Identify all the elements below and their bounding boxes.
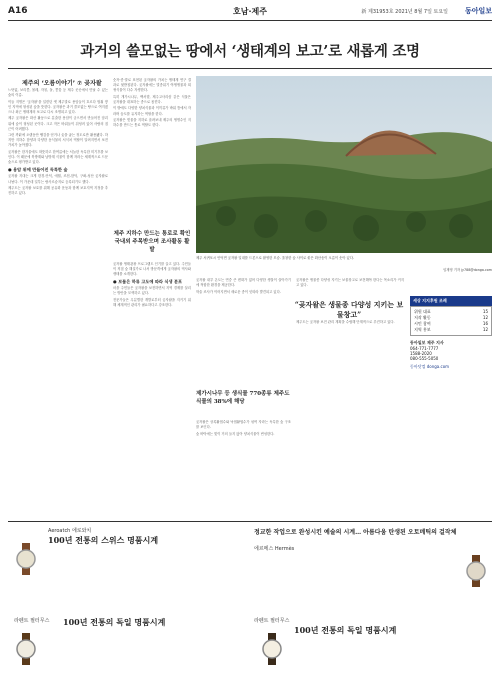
paragraph: 제주도는 곶자왈 보전 관리 계획을 수립해 단계적으로 추진하고 있다. [296,320,395,324]
paragraph: 특히 개가시나무, 백서향, 제주고사리삼 같은 식물은 곶자왈을 대표하는 종으로 꼽힌다. [113,94,191,104]
ad-left-brand-2: 라펜트 필터무스 [14,618,50,624]
contact-title: 동아일보 제주 지사 [410,340,444,345]
ad-left [8,525,246,685]
contact-phone: 1588-2020 [410,351,432,356]
watch-image [14,543,38,575]
watch-image [260,633,284,665]
newspaper-logo: 동아일보 [464,7,492,15]
article-byline: 제주의 ‘오름이야기’ ⑦ 곶자왈 [22,80,102,87]
sidebar-item-label: 위원 대표 [414,309,431,314]
article-column-3b [196,420,291,518]
sidebar-item-value: 12 [482,315,488,320]
sidebar-item-label: 지역 홍보 [414,327,431,332]
donga-link-url: donga.com [426,364,450,369]
paragraph: 느닷없, 보리콩, 볼레, 자칭, 돌, 콩꽃 등 제주 곳곳에서 만날 수 있는 숲의 이름. [8,88,108,98]
section-title: 호남·제주 [233,6,267,16]
side-quote: 제가시나무 등 생식물 770종류 제주도 식물의 38%에 해당 [196,391,290,405]
watch-image [464,555,488,587]
article-column-2b [113,262,191,518]
paragraph: 숫자·종·말로 표현된 곶자왈의 가치는 생태계 연구 결과로 뒷받침된다. 곶자왈에는 멸종위기 야생생물과 희귀식물이 다수 자생한다. [113,78,191,93]
paragraph: 곶자왈은 상록활엽수와 낙엽활엽수가 섞여 자라는 독특한 숲 구조를 보인다. [196,420,291,430]
ad-right-title: 100년 전통의 독일 명품시계 [294,625,397,635]
sidebar-list [410,306,492,336]
paragraph: 마을 주민들은 곶자왈을 보전하면서 지역 경제를 살리는 방안을 모색하고 있다. [113,286,191,296]
ad-left-title-1: 100년 전통의 스위스 명품시계 [48,535,159,545]
forest-photo [196,76,492,253]
paragraph: 이 밖에도 다양한 양치식물과 이끼류가 바위 틈에서 자라며 습도를 유지하는 역할을 한다. [113,106,191,116]
photo-caption: 제주 서귀포시 안덕면 곶자왈 일대를 드론으로 촬영한 모습. 울창한 숲 사이로 붉은 화산송이 오름이 솟아 있다. [196,256,354,260]
sidebar-item-value: 15 [482,309,488,314]
sidebar-box [410,296,492,370]
sidebar-item-label: 저작 활동 [414,315,431,320]
forest-landscape-image [196,76,492,253]
photo-credit: 임재영 기자 jy788@donga.com [443,268,492,272]
ad-left-brand: Aeroatch 에로와치 [48,528,92,534]
sidebar-item [414,327,488,333]
paragraph: 학술 조사가 이어지면서 새로운 종이 잇따라 발견되고 있다. [196,289,281,294]
paragraph: 그런 까닭에 오랫동안 땔감을 얻거나 숯을 굽는 정도로만 활용됐다. 하지만 지하수 함양과 다양한 동식물의 서식처 역할이 알려지면서 보전 가치가 높아졌다. [8,133,108,148]
sidebar-item-value: 12 [482,327,488,332]
paragraph: 곶자왈 지대는 크게 한경-안덕, 애월, 조천-함덕, 구좌-성산 곶자왈로 나뉜다. 이 가운데 일부는 람사르습지로 등록되기도 했다. [8,174,108,184]
paragraph: 곶자왈 내부 온도는 연중 큰 변화가 없어 다양한 생물이 살아가기에 적합한 환경을 제공한다. [196,278,291,288]
ad-right [254,525,492,685]
ad-right-brand-2: 라펜트 필터무스 [254,618,290,624]
subhead: ● 보물은 하류 고도에 따라 식생 분포 [113,279,183,285]
paragraph: 숲 바닥에는 빛이 거의 들지 않아 양치식물이 번성한다. [196,431,275,436]
page-number: A16 [8,6,28,16]
sidebar-item-value: 16 [482,321,488,326]
sidebar-item-label: 시민 참여 [414,321,431,326]
paragraph: 이들 지명은 ‘곶자왈’을 일컫던 옛 제주말로 용암들이 흐르다 멈춰 쌓인 지역에 형성된 숲을 뜻한다. 곶자왈은 과거 쓸모없는 땅으로 여겨졌으나 최근 생태계의 보고로 다시 조명되고 있다. [8,99,108,114]
paragraph: 제주 곶자왈은 화산 활동으로 분출한 용암이 굳으면서 만들어진 암괴 위에 숲이 형성된 곳이다. 크고 작은 바위들이 뒤엉켜 있어 사람의 접근이 어려웠다. [8,116,108,131]
article-column-4 [296,320,404,518]
subhead: ● 용암 위에 만들어진 독특한 숲 [8,167,68,173]
pull-quote: “곶자왈은 생물종 다양성 지키는 보물창고” [294,300,404,319]
article-headline: 과거의 쓸모없는 땅에서 ‘생태계의 보고’로 새롭게 조명 [80,43,420,60]
headline-rule [8,68,492,69]
ad-right-headline: 정교한 작업으로 완성시킨 예술의 시계… 아름다움 탄생된 오토메틱의 걸작체 [254,529,457,536]
sidebar-title: 세상 지지후원 조례 [410,296,492,306]
paragraph: 곶자왈은 빗물을 지하로 흘려보내 제주의 생명수인 지하수를 만드는 통로 역할도 한다. [113,118,191,128]
paragraph: 제주도는 곶자왈 보호를 위해 공유화 운동과 함께 보호지역 지정을 추진하고 있다. [8,186,108,196]
header-rule [8,20,492,21]
ad-right-brand-1: 에르메스 Hermès [254,546,295,552]
date-line: 新 제31953호 2021년 8월 7일 토요일 [361,8,448,15]
contact-phone: 064-771-7777 [410,346,439,351]
side-headline: 제주 지하수 만드는 통로로 확인 국내외 주목받으며 조사활동 활발 [113,231,191,253]
page-header [8,4,492,18]
donga-link[interactable] [410,364,492,370]
contact-phone: 080-555-5050 [410,356,439,361]
ad-rule [8,521,492,522]
paragraph: 전문가들은 무분별한 개발로부터 곶자왈을 지키기 위해 체계적인 관리가 필요하다고 강조한다. [113,298,191,308]
article-column-1 [8,88,108,518]
paragraph: 곶자왈은 생물종 다양성 지키는 보물창고로 보전해야 한다는 목소리가 커지고 있다. [296,278,404,288]
article-column-4-top [296,278,404,298]
paragraph: 곶자왈은 한겨울에도 따뜻하고 한여름에는 서늘한 독특한 미기후를 보인다. 이 때문에 북방계와 남방계 식물이 함께 자라는 세계적으로 드문 숲으로 평가받고 있다. [8,150,108,165]
article-column-3 [196,278,291,383]
article-column-2 [113,78,191,228]
paragraph: 곶자왈 생태관광 프로그램도 인기를 끌고 있다. 주민들이 직접 숲 해설가로 나서 방문객에게 곶자왈의 역사와 생태를 소개한다. [113,262,191,277]
advertisement-area [8,525,492,685]
ad-left-title-2: 100년 전통의 독일 명품시계 [63,617,166,627]
donga-link-label: 동아닷컴 [410,364,426,369]
watch-image [14,633,38,665]
